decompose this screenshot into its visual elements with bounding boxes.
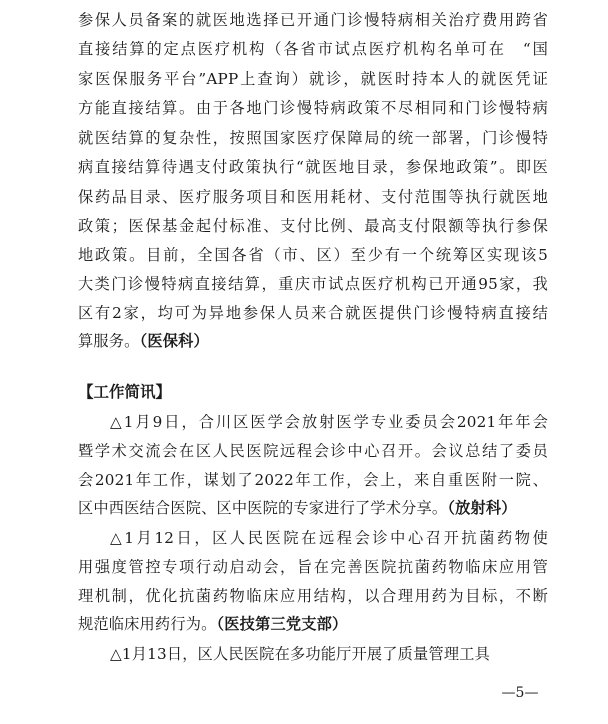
source-department: （医技第三党支部） <box>216 615 348 633</box>
source-department: （放射科） <box>447 499 517 517</box>
news-item-line: 暨学术交流会在区人民医院远程会诊中心召开。会议总结了委员 <box>78 442 548 460</box>
paragraph-line: 直接结算的定点医疗机构（各省市试点医疗机构名单可在 “国 <box>78 40 548 58</box>
paragraph-line: 地政策。目前，全国各省（市、区）至少有一个统筹区实现该5 <box>78 246 548 264</box>
source-department: （医保科） <box>139 332 209 350</box>
news-item-last-line <box>78 612 548 636</box>
paragraph-text: 算服务。 <box>78 332 140 350</box>
paragraph-line: 区有2家，均可为异地参保人员来合就医提供门诊慢特病直接结 <box>78 304 548 322</box>
paragraph-line: 参保人员备案的就医地选择已开通门诊慢特病相关治疗费用跨省 <box>78 11 548 29</box>
news-item-line: △1月12日，区人民医院在远程会诊中心召开抗菌药物使 <box>110 529 548 547</box>
news-text: 区中西医结合医院、区中医院的专家进行了学术分享。 <box>78 499 448 517</box>
news-item-line: 用强度管控专项行动启动会，旨在完善医院抗菌药物临床应用管 <box>78 558 548 576</box>
paragraph-line: 方能直接结算。由于各地门诊慢特病政策不尽相同和门诊慢特病 <box>78 99 548 117</box>
news-item-line: 理机制，优化抗菌药物临床应用结构，以合理用药为目标，不断 <box>78 587 548 605</box>
paragraph-line: 就医结算的复杂性，按照国家医疗保障局的统一部署，门诊慢特 <box>78 129 548 147</box>
paragraph-last-line <box>78 329 548 353</box>
page-number: —5— <box>501 685 539 701</box>
news-item-last-line <box>78 496 548 520</box>
news-item-line: △1月13日，区人民医院在多功能厅开展了质量管理工具 <box>110 645 490 663</box>
paragraph-line: 病直接结算待遇支付政策执行“就医地目录，参保地政策”。即医 <box>78 158 548 176</box>
news-item-line: 会2021年工作，谋划了2022年工作，会上，来自重医附一院、 <box>78 471 548 489</box>
news-item-line: △1月9日，合川区医学会放射医学专业委员会2021年年会 <box>110 413 548 431</box>
paragraph-line: 家医保服务平台”APP上查询）就诊，就医时持本人的就医凭证 <box>78 70 548 88</box>
paragraph-line: 大类门诊慢特病直接结算，重庆市试点医疗机构已开通95家，我 <box>78 275 548 293</box>
news-text: 规范临床用药行为。 <box>78 615 217 633</box>
paragraph-line: 政策；医保基金起付标准、支付比例、最高支付限额等执行参保 <box>78 217 548 235</box>
paragraph-line: 保药品目录、医疗服务项目和医用耗材、支付范围等执行就医地 <box>78 188 548 206</box>
section-heading: 【工作简讯】 <box>78 382 172 401</box>
